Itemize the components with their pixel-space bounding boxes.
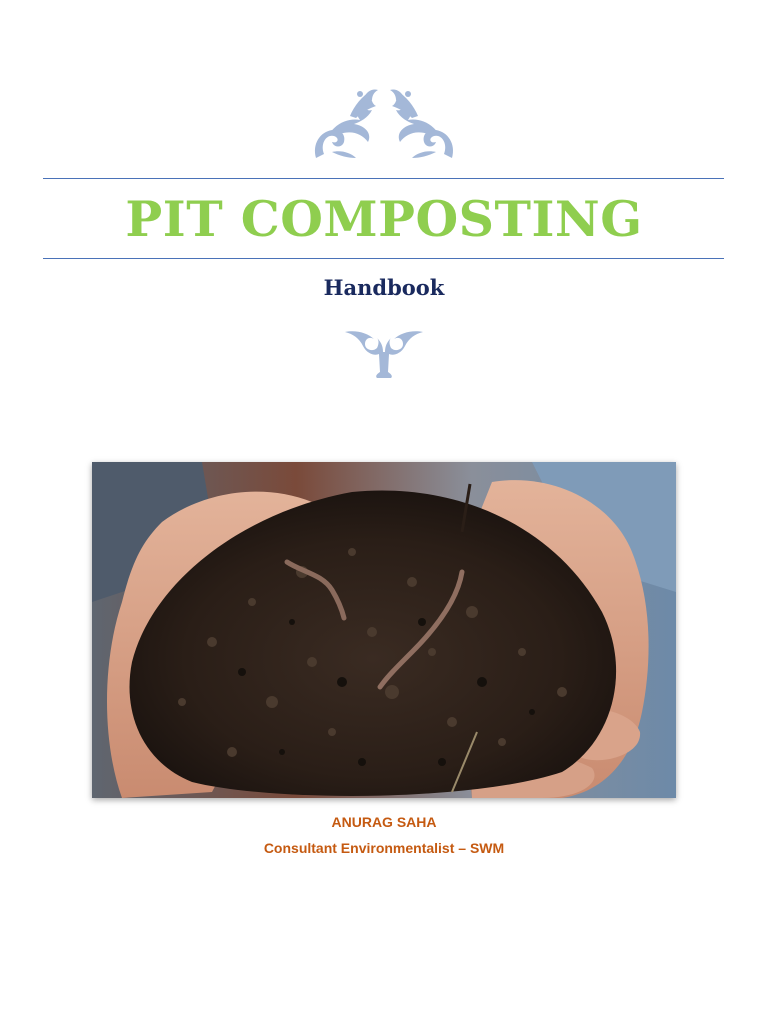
title-top-rule	[43, 178, 724, 179]
author-name: ANURAG SAHA	[331, 814, 437, 830]
title-bottom-rule	[43, 258, 724, 259]
document-subtitle: Handbook	[323, 275, 445, 300]
floral-divider-icon	[343, 326, 425, 380]
floral-flourish-icon	[310, 86, 458, 164]
author-role: Consultant Environmentalist – SWM	[263, 840, 505, 856]
cover-photo	[92, 462, 676, 798]
document-title: PIT COMPOSTING	[125, 190, 643, 248]
